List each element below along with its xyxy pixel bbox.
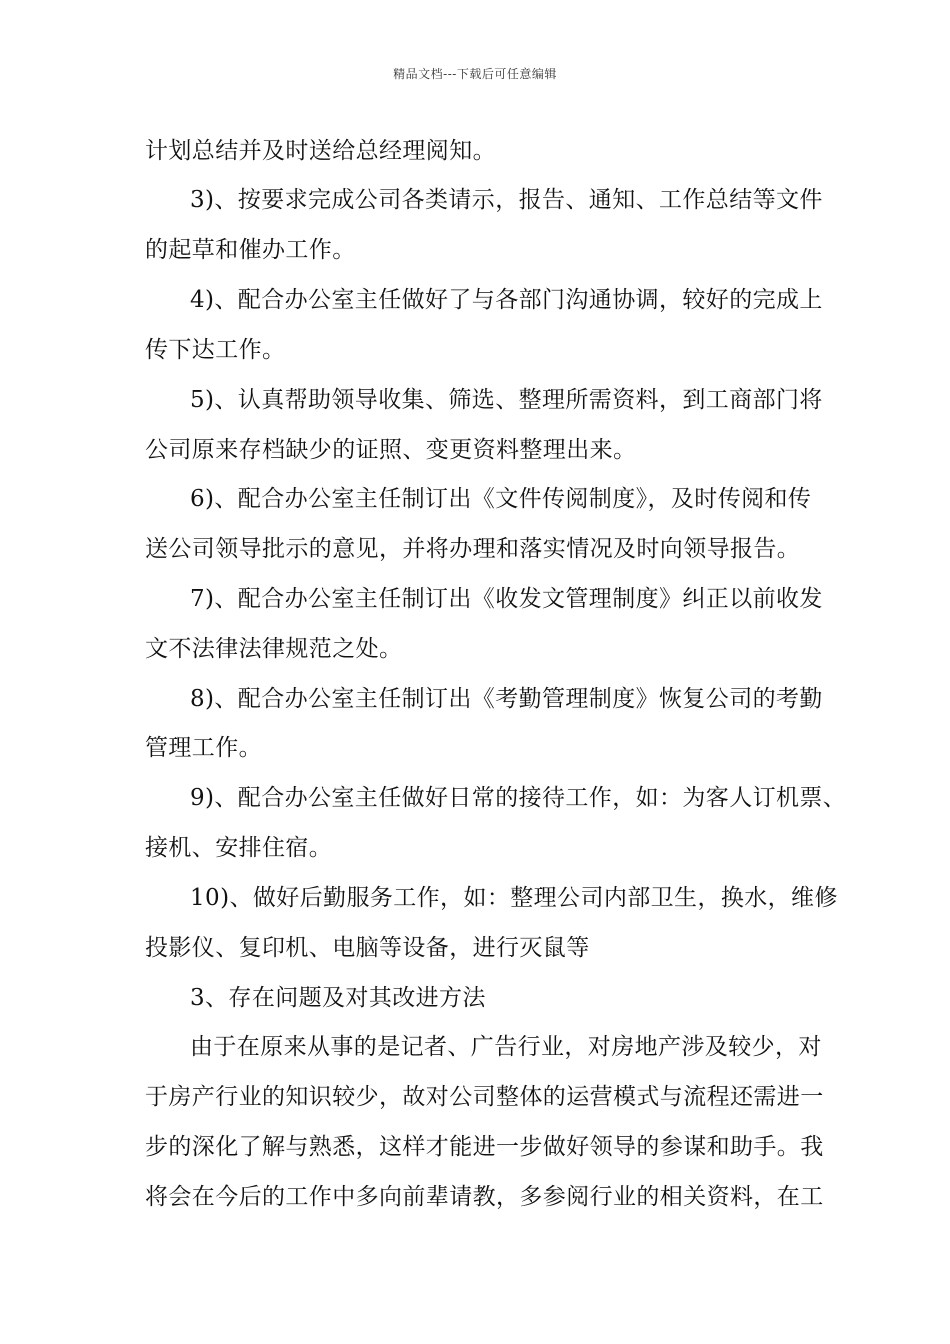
body-line: 于房产行业的知识较少，故对公司整体的运营模式与流程还需进一	[145, 1084, 824, 1110]
body-line: 投影仪、复印机、电脑等设备，进行灭鼠等	[145, 935, 590, 961]
body-line: 接机、安排住宿。	[145, 835, 333, 861]
body-line: 的起草和催办工作。	[145, 237, 356, 263]
body-line: 7)、配合办公室主任制订出《收发文管理制度》纠正以前收发	[190, 586, 823, 612]
body-line: 5)、认真帮助领导收集、筛选、整理所需资料，到工商部门将	[190, 387, 823, 413]
body-line: 计划总结并及时送给总经理阅知。	[145, 138, 496, 164]
body-line: 传下达工作。	[145, 337, 286, 363]
body-line: 由于在原来从事的是记者、广告行业，对房地产涉及较少，对	[190, 1034, 822, 1060]
body-line: 步的深化了解与熟悉，这样才能进一步做好领导的参谋和助手。我	[145, 1134, 824, 1160]
body-line: 4)、配合办公室主任做好了与各部门沟通协调，较好的完成上	[190, 287, 823, 313]
page-header: 精品文档---下载后可任意编辑	[393, 67, 557, 81]
body-line: 6)、配合办公室主任制订出《文件传阅制度》，及时传阅和传	[190, 486, 812, 512]
body-line: 送公司领导批示的意见，并将办理和落实情况及时向领导报告。	[145, 536, 801, 562]
body-line: 文不法律法律规范之处。	[145, 636, 403, 662]
body-line: 9)、配合办公室主任做好日常的接待工作，如：为客人订机票、	[190, 785, 847, 811]
body-line: 8)、配合办公室主任制订出《考勤管理制度》恢复公司的考勤	[190, 686, 823, 712]
body-line: 公司原来存档缺少的证照、变更资料整理出来。	[145, 437, 637, 463]
section-heading: 3、存在问题及对其改进方法	[190, 985, 486, 1011]
body-line: 3)、按要求完成公司各类请示，报告、通知、工作总结等文件	[190, 187, 823, 213]
body-line: 管理工作。	[145, 735, 262, 761]
body-line: 10)、做好后勤服务工作，如：整理公司内部卫生，换水，维修	[190, 885, 838, 911]
body-line: 将会在今后的工作中多向前辈请教，多参阅行业的相关资料，在工	[145, 1184, 824, 1210]
